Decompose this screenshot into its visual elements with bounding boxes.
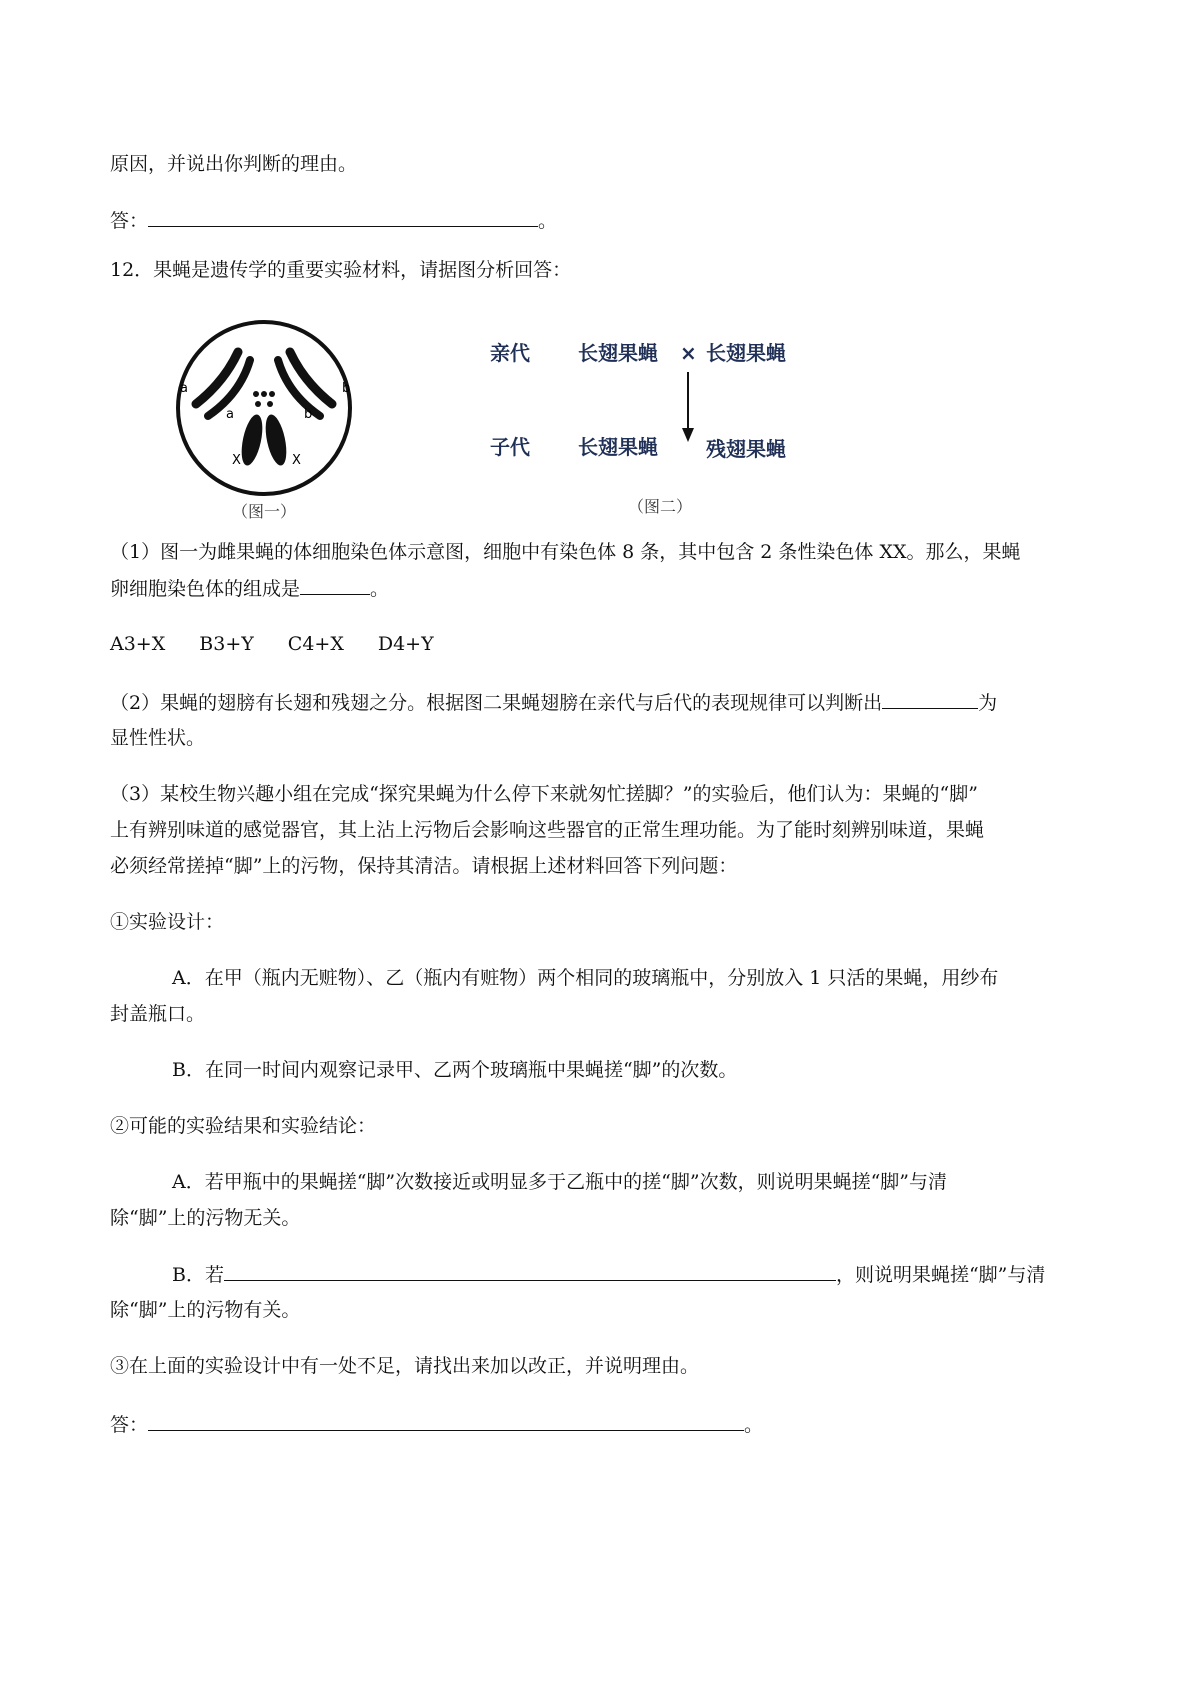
cross-symbol: × bbox=[680, 341, 697, 365]
design-title: ①实验设计： bbox=[110, 911, 225, 933]
answer-line-2 bbox=[110, 1410, 763, 1439]
chromosome-dot-3 bbox=[269, 391, 275, 397]
figure-1-chromosomes bbox=[168, 312, 368, 522]
q3-line-2: 上有辨别味道的感觉器官，其上沾上污物后会影响这些器官的正常生理功能。为了能时刻辨别味道，果蝇 bbox=[110, 819, 985, 841]
q2-line-2: 显性性状。 bbox=[110, 727, 206, 749]
q3-line-1: （3）某校生物兴趣小组在完成“探究果蝇为什么停下来就匆忙搓脚？”的实验后，他们认为：果蝇的“脚” bbox=[110, 783, 978, 805]
q2-text: （2）果蝇的翅膀有长翅和残翅之分。根据图二果蝇翅膀在亲代与后代的表现规律可以判断出 bbox=[110, 692, 883, 714]
label-b1: b bbox=[342, 381, 351, 396]
fix-question: ③在上面的实验设计中有一处不足，请找出来加以改正，并说明理由。 bbox=[110, 1355, 700, 1377]
q2-line-1 bbox=[110, 688, 997, 717]
chromosome-dot-4 bbox=[255, 401, 261, 407]
q2-blank[interactable] bbox=[882, 688, 978, 709]
results-a-line-2: 除“脚”上的污物无关。 bbox=[110, 1207, 301, 1229]
chromosome-dot-2 bbox=[261, 391, 267, 397]
results-title: ②可能的实验结果和实验结论： bbox=[110, 1115, 377, 1137]
results-a-line-1: A．若甲瓶中的果蝇搓“脚”次数接近或明显多于乙瓶中的搓“脚”次数，则说明果蝇搓“脚”与清 bbox=[172, 1171, 948, 1193]
intro-text: 原因，并说出你判断的理由。 bbox=[110, 153, 358, 175]
arrow-head bbox=[682, 428, 694, 442]
question-12: 12．果蝇是遗传学的重要实验材料，请据图分析回答： bbox=[110, 259, 572, 281]
q1-line-2-text: 卵细胞染色体的组成是 bbox=[110, 578, 301, 600]
label-a1: a bbox=[180, 381, 188, 396]
x-chromosome-left bbox=[238, 413, 266, 468]
q1-options bbox=[110, 630, 468, 658]
design-a-line-1: A．在甲（瓶内无赃物）、乙（瓶内有赃物）两个相同的玻璃瓶中，分别放入 1 只活的果蝇，用纱布 bbox=[172, 967, 999, 989]
option-d[interactable]: D4+Y bbox=[377, 633, 434, 655]
chromosome-dot-5 bbox=[267, 401, 273, 407]
offspring-right: 残翅果蝇 bbox=[706, 437, 786, 461]
answer-blank[interactable] bbox=[148, 206, 538, 227]
label-x1: X bbox=[232, 453, 241, 468]
chromosome-dot-1 bbox=[253, 391, 259, 397]
offspring-left: 长翅果蝇 bbox=[578, 435, 658, 459]
results-b-suffix: ，则说明果蝇搓“脚”与清 bbox=[835, 1264, 1046, 1286]
answer-line-1 bbox=[110, 206, 557, 235]
figure-2-caption: （图二） bbox=[627, 497, 693, 516]
q1-blank[interactable] bbox=[300, 574, 370, 595]
results-b-prefix: B．若 bbox=[172, 1264, 224, 1286]
q1-line-1: （1）图一为雌果蝇的体细胞染色体示意图，细胞中有染色体 8 条，其中包含 2 条性染色体 XX。那么，果蝇 bbox=[110, 541, 1021, 563]
q1-line-2 bbox=[110, 574, 389, 603]
answer-label: 答： bbox=[110, 210, 149, 232]
parent-label: 亲代 bbox=[490, 341, 530, 365]
parent-left: 长翅果蝇 bbox=[578, 341, 658, 365]
answer-2-blank[interactable] bbox=[148, 1410, 744, 1431]
option-c[interactable]: C4+X bbox=[287, 633, 344, 655]
q3-line-3: 必须经常搓掉“脚”上的污物，保持其清洁。请根据上述材料回答下列问题： bbox=[110, 855, 738, 877]
figure-2-cross bbox=[480, 330, 840, 520]
answer-suffix: 。 bbox=[538, 210, 558, 232]
results-b-line-2: 除“脚”上的污物有关。 bbox=[110, 1299, 301, 1321]
answer-2-label: 答： bbox=[110, 1414, 149, 1436]
design-a-line-2: 封盖瓶口。 bbox=[110, 1003, 206, 1025]
label-b2: b bbox=[304, 407, 313, 422]
answer-2-suffix: 。 bbox=[744, 1414, 764, 1436]
option-b[interactable]: B3+Y bbox=[199, 633, 254, 655]
parent-right: 长翅果蝇 bbox=[706, 341, 786, 365]
results-b-line-1 bbox=[172, 1260, 1045, 1289]
results-b-blank[interactable] bbox=[224, 1260, 836, 1281]
q2-suffix: 为 bbox=[978, 692, 998, 714]
design-b-line: B．在同一时间内观察记录甲、乙两个玻璃瓶中果蝇搓“脚”的次数。 bbox=[172, 1059, 738, 1081]
figure-1-caption: （图一） bbox=[231, 502, 297, 521]
q1-line-2-suffix: 。 bbox=[370, 578, 390, 600]
x-chromosome-right bbox=[262, 413, 290, 468]
option-a[interactable]: A3+X bbox=[110, 633, 166, 655]
label-x2: X bbox=[292, 453, 301, 468]
label-a2: a bbox=[226, 407, 234, 422]
offspring-label: 子代 bbox=[490, 435, 530, 459]
cell-outline bbox=[178, 322, 350, 494]
